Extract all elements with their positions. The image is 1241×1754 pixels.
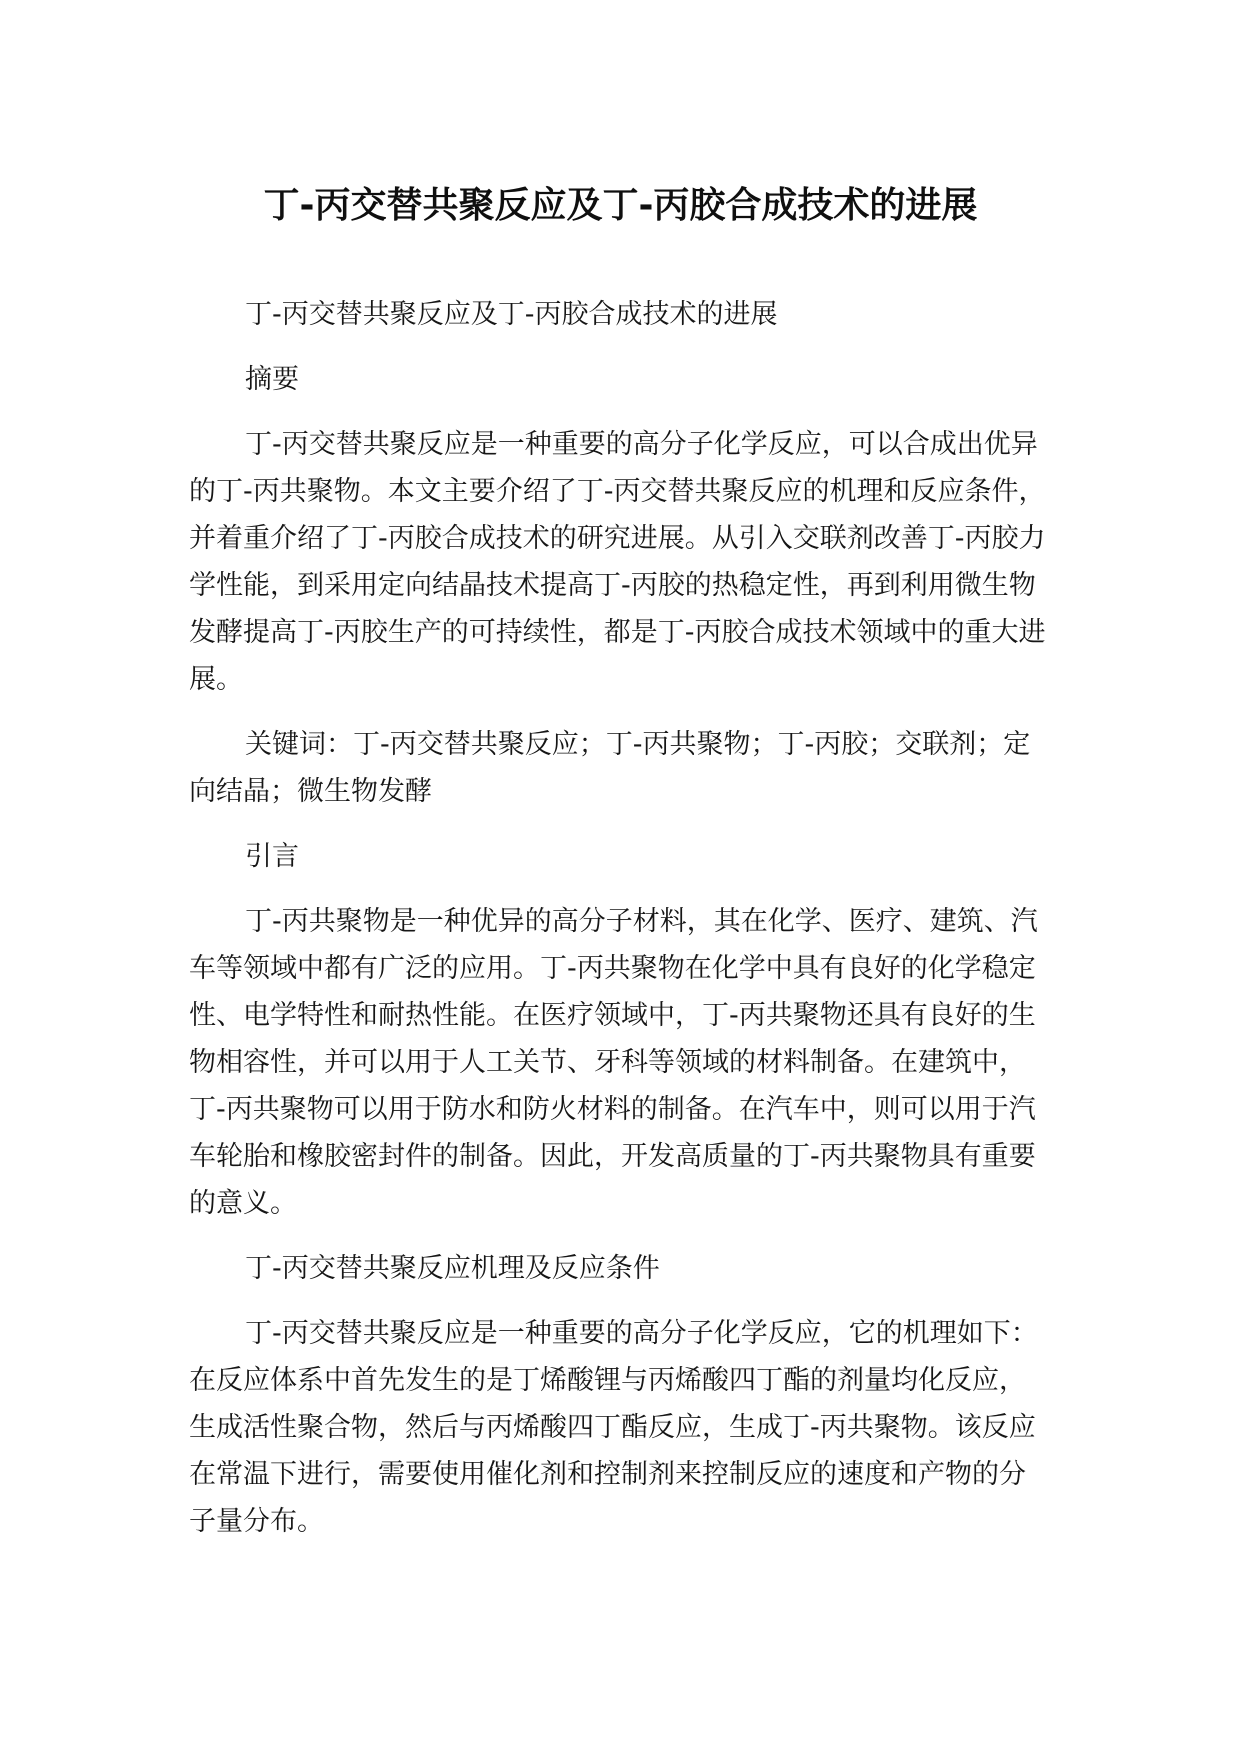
section-paragraph xyxy=(189,1310,1055,1545)
intro-paragraph xyxy=(189,898,1055,1227)
intro-line: 丁-丙共聚物可以用于防水和防火材料的制备。在汽车中，则可以用于汽 xyxy=(189,1094,1036,1125)
document-body xyxy=(189,291,1055,1563)
document-title: 丁-丙交替共聚反应及丁-丙胶合成技术的进展 xyxy=(263,185,978,226)
intro-line: 丁-丙共聚物是一种优异的高分子材料，其在化学、医疗、建筑、汽 xyxy=(245,906,1038,937)
abstract-heading: 摘要 xyxy=(245,364,299,395)
keywords-paragraph xyxy=(189,721,1055,815)
abstract-line: 并着重介绍了丁-丙胶合成技术的研究进展。从引入交联剂改善丁-丙胶力 xyxy=(189,523,1046,554)
subtitle-line: 丁-丙交替共聚反应及丁-丙胶合成技术的进展 xyxy=(245,299,778,330)
section-line: 在反应体系中首先发生的是丁烯酸锂与丙烯酸四丁酯的剂量均化反应， xyxy=(189,1365,1026,1396)
subtitle-paragraph xyxy=(189,291,1055,338)
abstract-line: 丁-丙交替共聚反应是一种重要的高分子化学反应，可以合成出优异 xyxy=(245,429,1038,460)
keywords-line: 关键词：丁-丙交替共聚反应；丁-丙共聚物；丁-丙胶；交联剂；定 xyxy=(245,729,1031,760)
section-heading-paragraph xyxy=(189,1245,1055,1292)
intro-heading-paragraph xyxy=(189,833,1055,880)
intro-line: 物相容性，并可以用于人工关节、牙科等领域的材料制备。在建筑中， xyxy=(189,1047,1026,1078)
keywords-line: 向结晶；微生物发酵 xyxy=(189,776,432,807)
abstract-heading-paragraph xyxy=(189,356,1055,403)
abstract-line: 展。 xyxy=(189,664,243,695)
abstract-paragraph xyxy=(189,421,1055,703)
section-line: 在常温下进行，需要使用催化剂和控制剂来控制反应的速度和产物的分 xyxy=(189,1459,1026,1490)
intro-line: 的意义。 xyxy=(189,1188,297,1219)
abstract-line: 发酵提高丁-丙胶生产的可持续性，都是丁-丙胶合成技术领域中的重大进 xyxy=(189,617,1046,648)
abstract-line: 学性能，到采用定向结晶技术提高丁-丙胶的热稳定性，再到利用微生物 xyxy=(189,570,1036,601)
intro-line: 性、电学特性和耐热性能。在医疗领域中，丁-丙共聚物还具有良好的生 xyxy=(189,1000,1036,1031)
intro-line: 车等领域中都有广泛的应用。丁-丙共聚物在化学中具有良好的化学稳定 xyxy=(189,953,1036,984)
section-line: 子量分布。 xyxy=(189,1506,324,1537)
intro-line: 车轮胎和橡胶密封件的制备。因此，开发高质量的丁-丙共聚物具有重要 xyxy=(189,1141,1036,1172)
section-heading: 丁-丙交替共聚反应机理及反应条件 xyxy=(245,1253,660,1284)
intro-heading: 引言 xyxy=(245,841,299,872)
section-line: 丁-丙交替共聚反应是一种重要的高分子化学反应，它的机理如下： xyxy=(245,1318,1038,1349)
abstract-line: 的丁-丙共聚物。本文主要介绍了丁-丙交替共聚反应的机理和反应条件， xyxy=(189,476,1046,507)
section-line: 生成活性聚合物，然后与丙烯酸四丁酯反应，生成丁-丙共聚物。该反应 xyxy=(189,1412,1036,1443)
